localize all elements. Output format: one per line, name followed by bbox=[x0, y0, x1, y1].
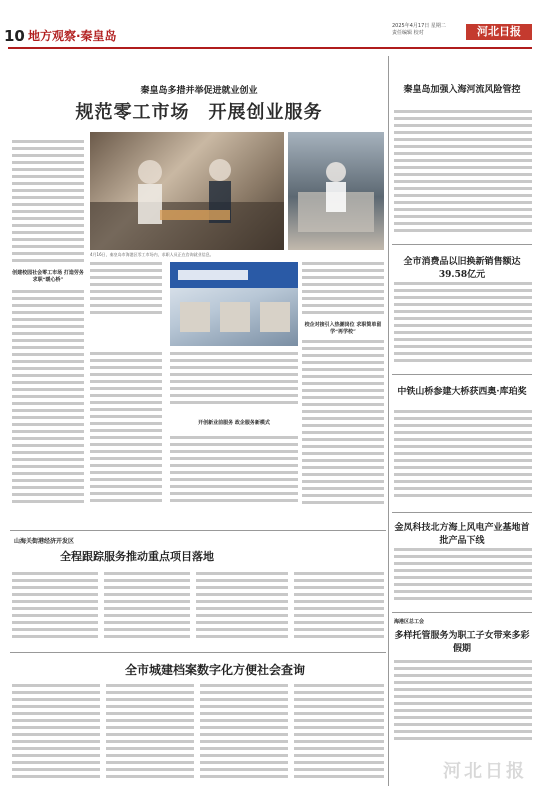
lead-photo-caption: 4月16日，秦皇岛市海港区零工市场内，求职人员正在咨询就业信息。 bbox=[90, 252, 214, 257]
right-top-headline: 秦皇岛加强入海河流风险管控 bbox=[403, 85, 521, 95]
lead-kicker: 秦皇岛多措并举促进就业创业 bbox=[140, 86, 258, 96]
shanhai-headline: 全程跟踪服务推动重点项目落地 bbox=[60, 550, 214, 563]
footer-logo-watermark: 河北日报 bbox=[443, 761, 527, 782]
archive-text-1 bbox=[12, 684, 100, 784]
right-low-headline: 金凤科技北方海上风电产业基地首批产品下线 bbox=[394, 523, 530, 546]
lead-photo-kitchen bbox=[288, 132, 384, 250]
lead-text-col1b bbox=[12, 290, 84, 510]
archive-text-3 bbox=[200, 684, 288, 784]
right-rule-1 bbox=[392, 244, 532, 245]
archive-headline: 全市城建档案数字化方便社会查询 bbox=[124, 663, 305, 677]
right-low-text bbox=[394, 548, 532, 608]
right-mid2-text bbox=[394, 410, 532, 510]
archive-text-4 bbox=[294, 684, 384, 784]
lead-text-center bbox=[170, 352, 298, 414]
right-top-text bbox=[394, 110, 532, 240]
right-bottom-headline: 多样托管服务为职工子女带来多彩假期 bbox=[394, 631, 530, 654]
date-line bbox=[392, 23, 462, 37]
lead-text-center-b bbox=[170, 436, 298, 512]
lead-text-col2b bbox=[90, 352, 162, 512]
section-rule-1 bbox=[10, 530, 386, 531]
right-rule-4 bbox=[392, 612, 532, 613]
right-mid-text bbox=[394, 282, 532, 372]
edition-text: 责任编辑 校对 bbox=[392, 30, 424, 36]
right-rule-3 bbox=[392, 512, 532, 513]
lead-text-col3 bbox=[302, 262, 384, 322]
header-rule bbox=[8, 47, 532, 49]
right-rule-2 bbox=[392, 374, 532, 375]
right-mid-headline: 全市消费品以旧换新销售额达39.58亿元 bbox=[403, 257, 521, 280]
section-rule-2 bbox=[10, 652, 386, 653]
shanhai-kicker: 山海关街港经济开发区 bbox=[14, 538, 75, 545]
middle-subhead-2: 校企对接引入热潮岗位 求职简单留学“再学校” bbox=[304, 322, 382, 335]
shanhai-text-1 bbox=[12, 572, 98, 646]
masthead-logo: 河北日报 bbox=[466, 24, 532, 40]
right-mid2-headline: 中铁山桥参建大桥获西奥·库珀奖 bbox=[397, 387, 527, 397]
lead-headline: 规范零工市场 开展创业服务 bbox=[75, 102, 323, 123]
shanhai-text-4 bbox=[294, 572, 384, 646]
lead-photo-workshop bbox=[90, 132, 284, 250]
shanhai-text-3 bbox=[196, 572, 288, 646]
lead-text-col2 bbox=[90, 262, 162, 322]
shanhai-text-2 bbox=[104, 572, 190, 646]
service-hall-photo bbox=[170, 262, 298, 346]
right-bottom-kicker: 海港区总工会 bbox=[394, 619, 425, 625]
section-title: 地方观察·秦皇岛 bbox=[28, 29, 117, 43]
lead-subhead: 创建校园社会零工市场 打造劳务求职“暖心桥” bbox=[12, 270, 84, 283]
right-bottom-text bbox=[394, 660, 532, 754]
middle-subhead-1: 开创新业前服务 政企服务新模式 bbox=[198, 420, 270, 426]
lead-text-col3b bbox=[302, 340, 384, 510]
archive-text-2 bbox=[106, 684, 194, 784]
date-text: 2025年4月17日 星期二 bbox=[392, 23, 446, 29]
lead-text-col1 bbox=[12, 140, 84, 268]
page-number: 10 bbox=[4, 27, 25, 45]
